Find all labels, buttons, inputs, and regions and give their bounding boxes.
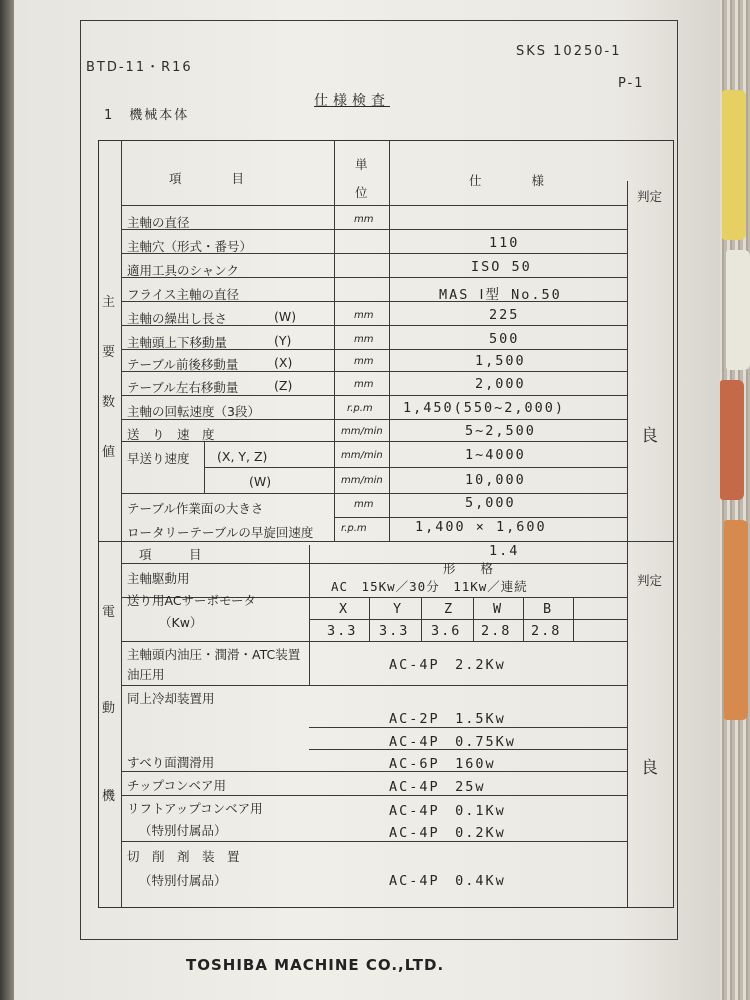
servo-value-x: 3.3	[327, 623, 358, 639]
page-tab-orange	[724, 520, 748, 720]
row-spec: 1.4	[489, 543, 520, 559]
group-main-2: 要	[102, 345, 116, 360]
spec-table	[98, 140, 674, 908]
company-footer: TOSHIBA MACHINE CO.,LTD.	[186, 956, 445, 974]
motor-spec: AC-4P 0.4Kw	[389, 873, 506, 889]
row-label: 主軸の直径	[127, 215, 190, 230]
row-unit: mm/min	[341, 450, 383, 461]
row-spec: 225	[489, 307, 520, 323]
servo-value-y: 3.3	[379, 623, 410, 639]
servo-axis-x: X	[339, 601, 350, 617]
motor-spec: AC-4P 25w	[389, 779, 486, 795]
row-sub: (X, Y, Z)	[217, 449, 268, 464]
page-tab-yellow	[722, 90, 746, 240]
row-spec: 5~2,500	[465, 423, 536, 439]
document-page	[14, 0, 720, 1000]
judge-main: 良	[641, 426, 658, 446]
group-main-4: 値	[102, 445, 116, 460]
group-motor-3: 機	[102, 789, 116, 804]
row-spec: 5,000	[465, 495, 516, 511]
row-label: 適用工具のシャンク	[127, 263, 240, 278]
motor-label: 主軸頭内油圧・潤滑・ATC装置	[127, 647, 301, 662]
header-unit-top: 単	[355, 157, 368, 172]
spindle-drive-label: 主軸駆動用	[127, 571, 190, 586]
motor-label: 切 削 剤 装 置	[127, 849, 240, 864]
row-sub: (Y)	[274, 333, 292, 348]
row-label: フライス主軸の直径	[127, 287, 240, 302]
row-spec: 2,000	[475, 376, 526, 392]
motor-spec: AC-2P 1.5Kw	[389, 711, 506, 727]
servo-axis-b: B	[543, 601, 554, 617]
motor-label-2: （特別付属品）	[139, 873, 227, 888]
motor-spec: AC-4P 0.2Kw	[389, 825, 506, 841]
row-spec: 110	[489, 235, 520, 251]
row-unit: mm	[354, 499, 374, 510]
servo-label: 送り用ACサーボモータ	[127, 593, 257, 608]
page-tab-white	[726, 250, 750, 370]
group-motor-2: 動	[102, 701, 116, 716]
servo-label-unit: （Kw）	[159, 615, 203, 630]
header-item: 項 目	[169, 171, 245, 186]
page-number: P-1	[618, 76, 645, 91]
group-motor-1: 電	[102, 605, 116, 620]
row-label: 送 り 速 度	[127, 427, 215, 442]
row-spec: MAS Ⅰ型 No.50	[439, 287, 562, 303]
row-unit: mm	[354, 310, 374, 321]
header-unit-bottom: 位	[355, 185, 368, 200]
row-unit: mm	[354, 214, 374, 225]
motor-label: チップコンベア用	[127, 778, 227, 793]
servo-axis-w: W	[493, 601, 504, 617]
row-spec: 1,500	[475, 353, 526, 369]
group-main-3: 数	[102, 395, 116, 410]
judge-motor: 良	[641, 758, 658, 778]
motor-spec: AC-4P 0.75Kw	[389, 734, 516, 750]
row-spec: 10,000	[465, 472, 526, 488]
row-unit: mm	[354, 379, 374, 390]
motor-header-spec: 形 格	[443, 561, 494, 576]
servo-axis-y: Y	[393, 601, 404, 617]
row-spec: 500	[489, 331, 520, 347]
servo-value-w: 2.8	[481, 623, 512, 639]
row-unit: mm	[354, 334, 374, 345]
spec-code: SKS 10250-1	[516, 44, 622, 59]
row-label: 主軸穴（形式・番号）	[127, 239, 253, 254]
row-unit: r.p.m	[341, 523, 367, 534]
row-sub: (X)	[274, 355, 293, 370]
row-sub: (W)	[249, 474, 272, 489]
row-label: ロータリーテーブルの早旋回速度	[127, 525, 314, 540]
motor-label-2: 油圧用	[127, 667, 165, 682]
row-unit: r.p.m	[347, 403, 373, 414]
motor-label: リフトアップコンベア用	[127, 801, 263, 816]
motor-label: すべり面潤滑用	[127, 755, 215, 770]
servo-value-z: 3.6	[431, 623, 462, 639]
section-heading: 1 機械本体	[104, 108, 190, 123]
motor-header-judge: 判定	[637, 573, 663, 588]
motor-spec: AC-6P 160w	[389, 756, 496, 772]
page-tab-red	[720, 380, 744, 500]
row-label: 主軸の繰出し長さ	[127, 311, 228, 326]
row-label: 主軸頭上下移動量	[127, 335, 228, 350]
row-label: 早送り速度	[127, 451, 190, 466]
row-spec: 1,450(550~2,000)	[403, 400, 566, 416]
servo-value-b: 2.8	[531, 623, 562, 639]
row-label: テーブル作業面の大きさ	[127, 501, 264, 516]
motor-spec: AC-4P 2.2Kw	[389, 657, 506, 673]
row-unit: mm/min	[341, 475, 383, 486]
motor-label: 同上冷却装置用	[127, 691, 215, 706]
motor-header-item: 項 目	[139, 547, 202, 562]
binder-edge	[0, 0, 14, 1000]
motor-label-2: （特別付属品）	[139, 823, 227, 838]
header-judge: 判定	[637, 189, 663, 204]
row-spec: ISO 50	[471, 259, 532, 275]
motor-spec: AC-4P 0.1Kw	[389, 803, 506, 819]
page-title: 仕様検査	[314, 93, 390, 109]
row-spec: 1~4000	[465, 447, 526, 463]
row-unit: mm	[354, 356, 374, 367]
row-unit: mm/min	[341, 426, 383, 437]
servo-axis-z: Z	[444, 601, 455, 617]
row-label: 主軸の回転速度（3段）	[127, 404, 260, 419]
group-main-1: 主	[102, 295, 116, 310]
row-label: テーブル左右移動量	[127, 380, 239, 395]
row-spec: 1,400 × 1,600	[415, 519, 547, 535]
doc-code: BTD-11・R16	[86, 60, 193, 75]
spindle-drive-spec: AC 15Kw／30分 11Kw／連続	[331, 579, 528, 594]
row-sub: (W)	[274, 309, 297, 324]
header-spec: 仕 様	[469, 173, 545, 188]
row-label: テーブル前後移動量	[127, 357, 239, 372]
row-sub: (Z)	[274, 378, 293, 393]
